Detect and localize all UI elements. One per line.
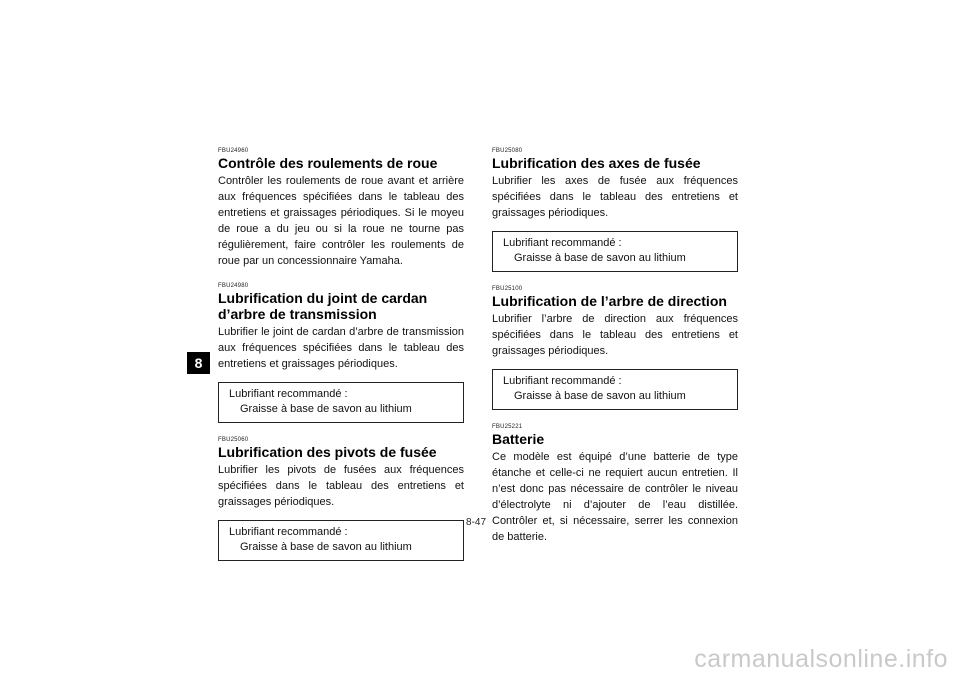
lubricant-box — [492, 231, 738, 272]
lubricant-value: Graisse à base de savon au lithium — [240, 541, 412, 553]
section-body: Lubrifier les pivots de fusées aux fréquences spécifiées dans le tableau des entretiens et graissages périodiques. — [218, 464, 464, 508]
section-body: Lubrifier l’arbre de direction aux fréquences spécifiées dans le tableau des entretiens et graissages périodiques. — [492, 313, 738, 357]
lubricant-value: Graisse à base de savon au lithium — [514, 390, 686, 402]
section-wheel-bearings — [218, 148, 464, 269]
section-body: Lubrifier les axes de fusée aux fréquences spécifiées dans le tableau des entretiens et graissages périodiques. — [492, 175, 738, 219]
section-knuckle-shafts — [492, 148, 738, 272]
section-code: FBU25060 — [218, 437, 249, 443]
section-code: FBU24960 — [218, 148, 249, 154]
lubricant-box — [218, 520, 464, 561]
lubricant-box — [218, 382, 464, 423]
section-steering-shaft — [492, 286, 738, 410]
chapter-tab: 8 — [187, 352, 210, 374]
section-knuckle-pivots — [218, 437, 464, 561]
section-title: Contrôle des roulements de roue — [218, 155, 438, 171]
lubricant-label: Lubrifiant recommandé : — [503, 375, 622, 387]
section-title: Batterie — [492, 431, 545, 447]
section-title: Lubrification des pivots de fusée — [218, 444, 437, 460]
lubricant-label: Lubrifiant recommandé : — [229, 388, 348, 400]
section-code: FBU25221 — [492, 424, 523, 430]
section-body: Lubrifier le joint de cardan d’arbre de transmission aux fréquences spécifiées dans le tableau des entretiens et graissages périodiques. — [218, 326, 464, 370]
section-body: Contrôler les roulements de roue avant et arrière aux fréquences spécifiées dans le tableau des entretiens et graissages périodiques. Si le moyeu de roue a du jeu ou si la roue ne tourne pas régulièrement, faire contrôler les roulements de roue par un concessionnaire Yamaha. — [218, 175, 464, 267]
section-code: FBU25080 — [492, 148, 523, 154]
lubricant-label: Lubrifiant recommandé : — [503, 237, 622, 249]
watermark: carmanualsonline.info — [694, 645, 948, 673]
right-column — [492, 148, 738, 559]
section-drive-shaft-joint — [218, 283, 464, 423]
lubricant-value: Graisse à base de savon au lithium — [514, 252, 686, 264]
left-column — [218, 148, 464, 575]
lubricant-box — [492, 369, 738, 410]
section-battery — [492, 424, 738, 545]
section-code: FBU24980 — [218, 283, 249, 289]
section-code: FBU25100 — [492, 286, 523, 292]
lubricant-value: Graisse à base de savon au lithium — [240, 403, 412, 415]
lubricant-label: Lubrifiant recommandé : — [229, 526, 348, 538]
section-title: Lubrification du joint de cardan d’arbre de transmission — [218, 290, 428, 322]
section-body: Ce modèle est équipé d’une batterie de type étanche et celle-ci ne requiert aucun entretien. Il n’est donc pas nécessaire de contrôler le niveau d’électrolyte ni d’ajouter de l’eau distillée. Contrôler et, si nécessaire, serrer les connexion de batterie. — [492, 451, 738, 543]
section-title: Lubrification des axes de fusée — [492, 155, 701, 171]
section-title: Lubrification de l’arbre de direction — [492, 293, 727, 309]
page-number: 8-47 — [466, 517, 487, 528]
